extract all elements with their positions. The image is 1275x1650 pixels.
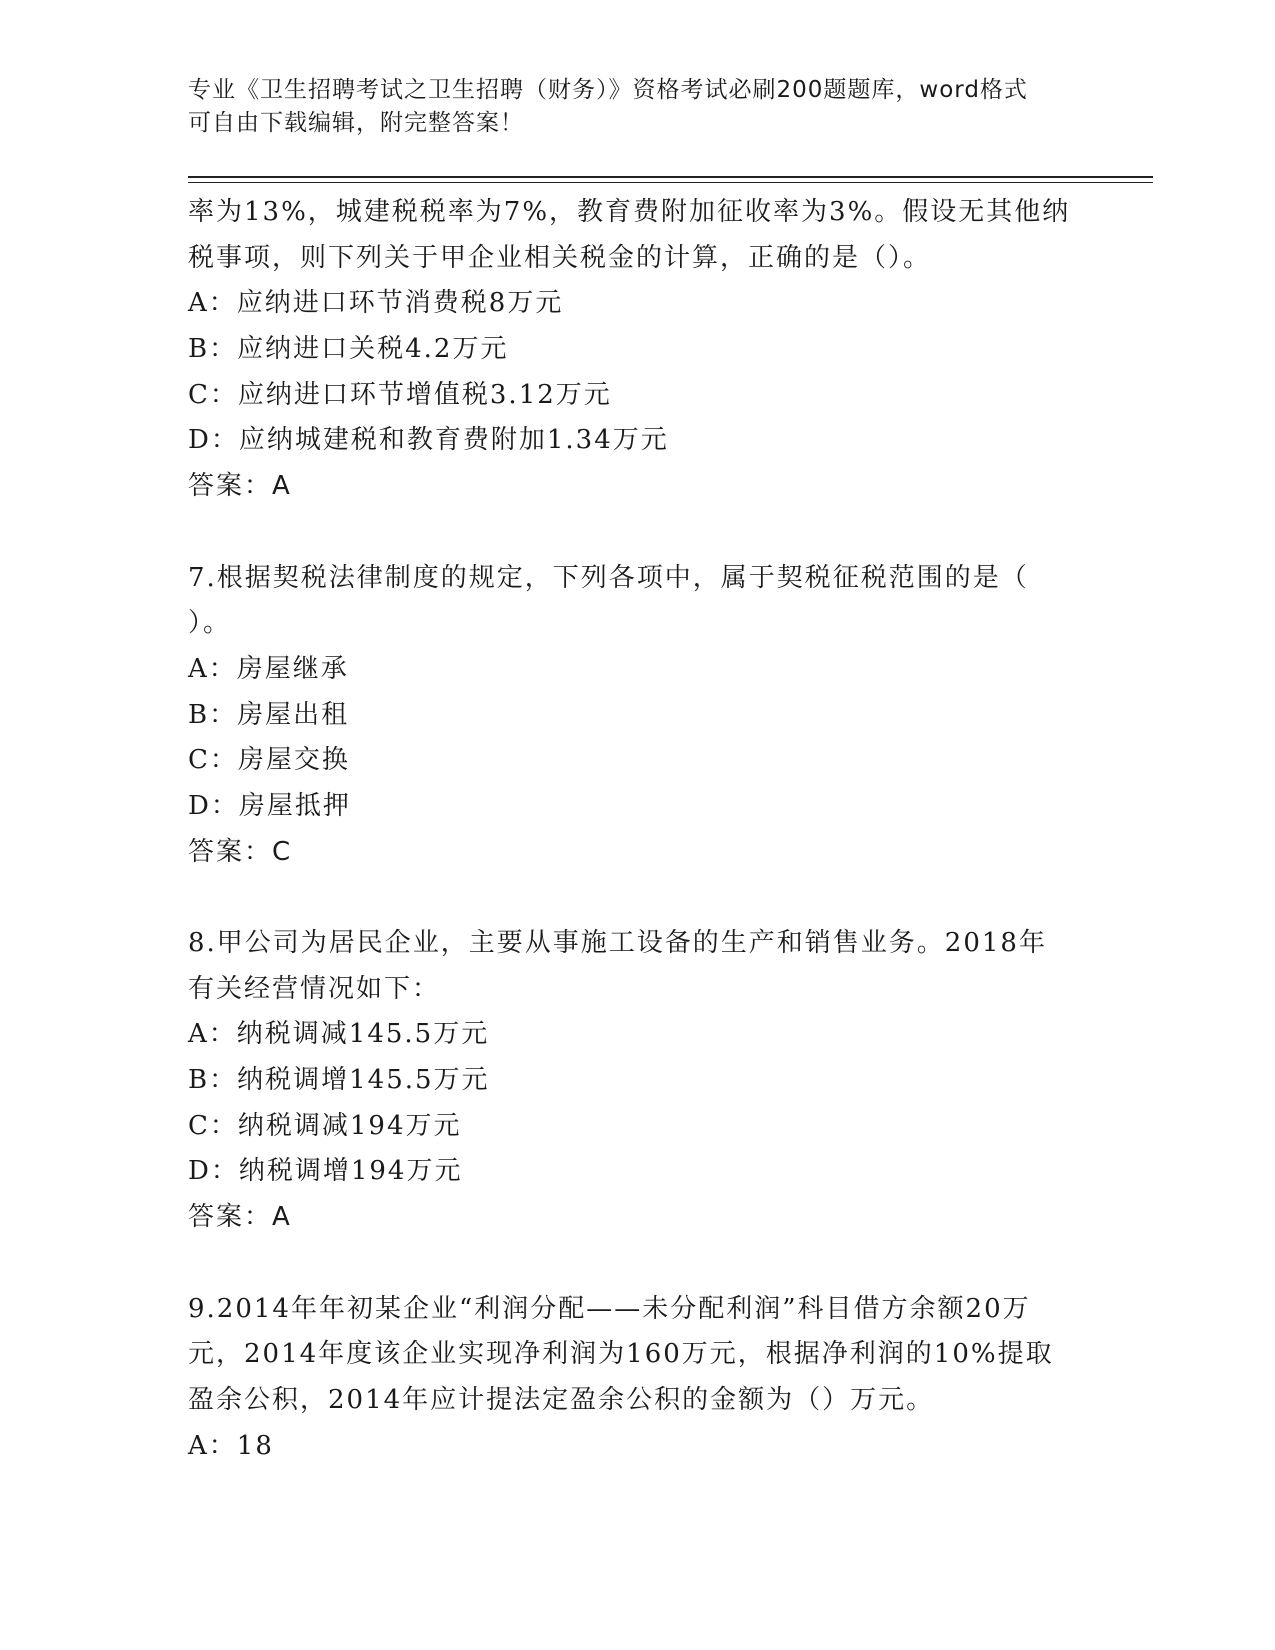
option-b: B：应纳进口关税4.2万元 — [188, 334, 509, 365]
question-text-line: 7.根据契税法律制度的规定，下列各项中，属于契税征税范围的是（ — [188, 562, 1029, 593]
question-text-line: ）。 — [188, 608, 232, 639]
question-text-line: 盈余公积，2014年应计提法定盈余公积的金额为（）万元。 — [188, 1384, 935, 1415]
question-text-line: 8.甲公司为居民企业，主要从事施工设备的生产和销售业务。2018年 — [188, 928, 1047, 958]
question-text-line: 有关经营情况如下： — [188, 973, 441, 1004]
question-9 — [188, 1287, 1088, 1470]
document-body — [188, 190, 1088, 1469]
option-c: C：房屋交换 — [188, 745, 350, 776]
answer-line: 答案：C — [188, 836, 293, 867]
question-text-line: 税事项，则下列关于甲企业相关税金的计算，正确的是（）。 — [188, 242, 932, 273]
option-b: B：纳税调增145.5万元 — [188, 1065, 490, 1096]
option-d: D：纳税调增194万元 — [188, 1156, 463, 1187]
option-c: C：应纳进口环节增值税3.12万元 — [188, 379, 612, 410]
question-7 — [188, 556, 1088, 876]
option-b: B：房屋出租 — [188, 699, 350, 730]
question-8 — [188, 921, 1088, 1241]
spacer — [188, 510, 1088, 556]
option-d: D：房屋抵押 — [188, 790, 351, 821]
option-a: A：应纳进口环节消费税8万元 — [188, 288, 564, 319]
header-line-1: 专业《卫生招聘考试之卫生招聘（财务）》资格考试必刷200题题库，word格式 — [188, 77, 1028, 103]
spacer — [188, 875, 1088, 921]
option-c: C：纳税调减194万元 — [188, 1110, 462, 1141]
answer-line: 答案：A — [188, 1202, 292, 1233]
header-line-2: 可自由下载编辑，附完整答案！ — [188, 110, 524, 136]
document-header — [188, 74, 1088, 140]
option-d: D：应纳城建税和教育费附加1.34万元 — [188, 425, 669, 456]
option-a: A：纳税调减145.5万元 — [188, 1019, 490, 1050]
header-divider-thick — [188, 176, 1153, 178]
spacer — [188, 1241, 1088, 1287]
question-text-line: 9.2014年年初某企业“利润分配——未分配利润”科目借方余额20万 — [188, 1293, 1031, 1324]
option-a: A：房屋继承 — [188, 653, 349, 684]
option-a: A：18 — [188, 1430, 274, 1461]
question-text-line: 元，2014年度该企业实现净利润为160万元，根据净利润的10%提取 — [188, 1339, 1054, 1370]
question-text-line: 率为13%，城建税税率为7%，教育费附加征收率为3%。假设无其他纳 — [188, 197, 1071, 227]
header-divider-thin — [188, 182, 1153, 183]
question-6 — [188, 190, 1088, 510]
answer-line: 答案：A — [188, 471, 292, 502]
